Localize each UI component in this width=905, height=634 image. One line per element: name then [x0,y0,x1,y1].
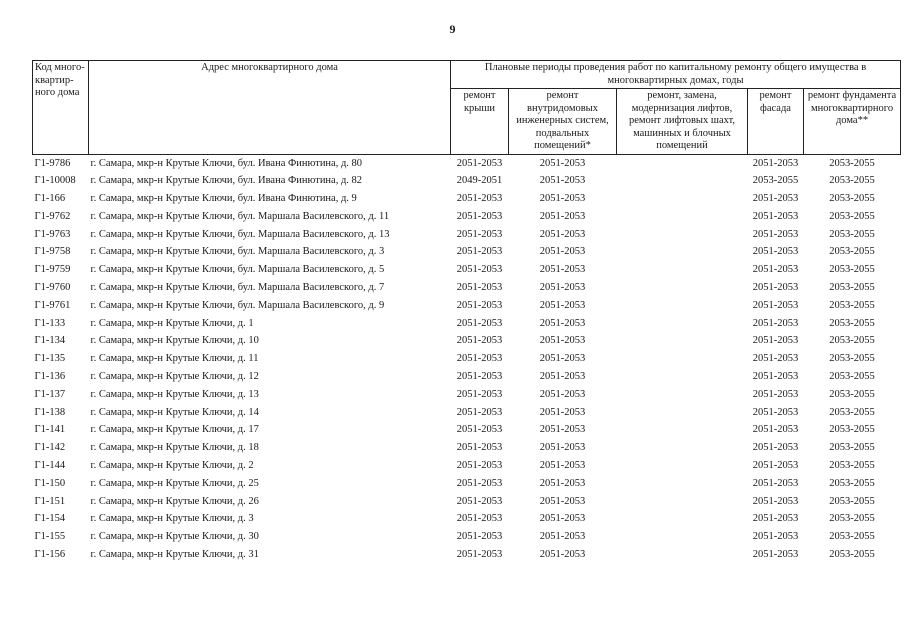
cell-internal: 2051-2053 [539,549,586,561]
cell-foundation: 2053-2055 [829,495,875,507]
cell-internal: 2051-2053 [539,353,586,365]
cell-roof: 2051-2053 [456,353,503,365]
cell-internal: 2051-2053 [539,477,586,489]
table-row [33,457,901,475]
cell-foundation: 2053-2055 [829,210,875,222]
table-row [33,243,901,261]
cell-address: г. Самара, мкр-н Крутые Ключи, бул. Ивана Финютина, д. 9 [90,193,357,205]
cell-foundation: 2053-2055 [829,299,875,311]
cell-facade: 2051-2053 [752,531,799,543]
cell-address: г. Самара, мкр-н Крутые Ключи, д. 14 [90,406,259,418]
cell-internal: 2051-2053 [539,246,586,258]
header-facade: ремонт фасада [748,89,804,155]
cell-internal: 2051-2053 [539,317,586,329]
cell-internal: 2051-2053 [539,424,586,436]
cell-lifts [617,493,748,511]
cell-lifts [617,475,748,493]
cell-facade: 2051-2053 [752,193,799,205]
cell-code: Г1-141 [34,424,66,436]
cell-internal: 2051-2053 [539,228,586,240]
table-row [33,297,901,315]
cell-roof: 2051-2053 [456,193,503,205]
cell-address: г. Самара, мкр-н Крутые Ключи, д. 18 [90,442,259,454]
cell-code: Г1-155 [34,531,66,543]
table-row [33,493,901,511]
cell-internal: 2051-2053 [539,495,586,507]
cell-facade: 2051-2053 [752,460,799,472]
table-row [33,261,901,279]
cell-code: Г1-166 [34,193,66,205]
cell-lifts [617,404,748,422]
cell-lifts [617,457,748,475]
cell-internal: 2051-2053 [539,193,586,205]
cell-code: Г1-151 [34,495,66,507]
cell-code: Г1-9762 [34,210,71,222]
cell-foundation: 2053-2055 [829,477,875,489]
cell-facade: 2051-2053 [752,424,799,436]
cell-address: г. Самара, мкр-н Крутые Ключи, бул. Маршала Василевского, д. 9 [90,299,385,311]
cell-roof: 2051-2053 [456,210,503,222]
table-row [33,226,901,244]
cell-code: Г1-9763 [34,228,71,240]
cell-internal: 2051-2053 [539,406,586,418]
cell-lifts [617,154,748,172]
cell-address: г. Самара, мкр-н Крутые Ключи, бул. Маршала Василевского, д. 13 [90,228,390,240]
cell-facade: 2051-2053 [752,388,799,400]
cell-facade: 2051-2053 [752,228,799,240]
cell-lifts [617,386,748,404]
cell-roof: 2049-2051 [456,175,503,187]
header-lifts: ремонт, замена, модернизация лифтов, ремонт лифтовых шахт, машинных и блочных помещений [617,89,748,155]
cell-code: Г1-156 [34,549,66,561]
cell-roof: 2051-2053 [456,495,503,507]
cell-facade: 2051-2053 [752,157,799,169]
cell-address: г. Самара, мкр-н Крутые Ключи, д. 26 [90,495,259,507]
cell-lifts [617,261,748,279]
cell-roof: 2051-2053 [456,157,503,169]
cell-lifts [617,190,748,208]
cell-roof: 2051-2053 [456,335,503,347]
table-row [33,332,901,350]
cell-lifts [617,528,748,546]
cell-address: г. Самара, мкр-н Крутые Ключи, д. 11 [90,353,259,365]
cell-lifts [617,208,748,226]
cell-internal: 2051-2053 [539,371,586,383]
cell-foundation: 2053-2055 [829,424,875,436]
header-address: Адрес многоквартирного дома [89,61,451,155]
cell-internal: 2051-2053 [539,210,586,222]
cell-lifts [617,172,748,190]
table-row [33,190,901,208]
cell-foundation: 2053-2055 [829,353,875,365]
table-row [33,279,901,297]
cell-code: Г1-10008 [34,175,76,187]
cell-roof: 2051-2053 [456,460,503,472]
cell-internal: 2051-2053 [539,442,586,454]
cell-lifts [617,279,748,297]
cell-code: Г1-9760 [34,282,71,294]
cell-foundation: 2053-2055 [829,388,875,400]
cell-facade: 2051-2053 [752,246,799,258]
cell-code: Г1-137 [34,388,66,400]
header-code: Код много-квартир-ного дома [33,61,89,155]
cell-roof: 2051-2053 [456,442,503,454]
cell-facade: 2051-2053 [752,406,799,418]
cell-roof: 2051-2053 [456,299,503,311]
cell-address: г. Самара, мкр-н Крутые Ключи, бул. Маршала Василевского, д. 11 [90,210,390,222]
cell-lifts [617,297,748,315]
cell-roof: 2051-2053 [456,371,503,383]
cell-address: г. Самара, мкр-н Крутые Ключи, д. 10 [90,335,259,347]
cell-address: г. Самара, мкр-н Крутые Ключи, д. 3 [90,513,254,525]
cell-facade: 2051-2053 [752,477,799,489]
cell-internal: 2051-2053 [539,264,586,276]
cell-code: Г1-150 [34,477,66,489]
cell-lifts [617,546,748,564]
header-roof: ремонт крыши [451,89,509,155]
cell-code: Г1-133 [34,317,66,329]
cell-foundation: 2053-2055 [829,549,875,561]
cell-lifts [617,368,748,386]
cell-foundation: 2053-2055 [829,406,875,418]
cell-internal: 2051-2053 [539,531,586,543]
cell-roof: 2051-2053 [456,549,503,561]
cell-lifts [617,226,748,244]
cell-code: Г1-9758 [34,246,71,258]
cell-roof: 2051-2053 [456,264,503,276]
cell-facade: 2051-2053 [752,495,799,507]
cell-address: г. Самара, мкр-н Крутые Ключи, д. 31 [90,549,259,561]
cell-facade: 2051-2053 [752,210,799,222]
cell-foundation: 2053-2055 [829,371,875,383]
cell-internal: 2051-2053 [539,460,586,472]
table-row [33,368,901,386]
cell-code: Г1-9786 [34,157,71,169]
cell-roof: 2051-2053 [456,388,503,400]
table-row [33,386,901,404]
table-row [33,404,901,422]
cell-address: г. Самара, мкр-н Крутые Ключи, бул. Ивана Финютина, д. 80 [90,157,363,169]
cell-code: Г1-134 [34,335,66,347]
table-row [33,546,901,564]
cell-code: Г1-9759 [34,264,71,276]
header-periods: Плановые периоды проведения работ по капитальному ремонту общего имущества в многоквартирных домах, годы [451,61,901,89]
cell-code: Г1-136 [34,371,66,383]
cell-address: г. Самара, мкр-н Крутые Ключи, д. 25 [90,477,259,489]
cell-roof: 2051-2053 [456,246,503,258]
cell-facade: 2051-2053 [752,353,799,365]
cell-roof: 2051-2053 [456,513,503,525]
cell-lifts [617,421,748,439]
table-body [33,154,901,564]
cell-facade: 2051-2053 [752,442,799,454]
cell-internal: 2051-2053 [539,335,586,347]
cell-address: г. Самара, мкр-н Крутые Ключи, бул. Маршала Василевского, д. 5 [90,264,385,276]
header-internal: ремонт внутридомовых инженерных систем, подвальных помещений* [509,89,617,155]
cell-foundation: 2053-2055 [829,513,875,525]
cell-code: Г1-9761 [34,299,71,311]
cell-internal: 2051-2053 [539,299,586,311]
table-row [33,510,901,528]
cell-facade: 2051-2053 [752,299,799,311]
cell-facade: 2051-2053 [752,264,799,276]
cell-roof: 2051-2053 [456,317,503,329]
table-row [33,475,901,493]
cell-address: г. Самара, мкр-н Крутые Ключи, д. 17 [90,424,259,436]
cell-facade: 2051-2053 [752,371,799,383]
cell-address: г. Самара, мкр-н Крутые Ключи, бул. Маршала Василевского, д. 3 [90,246,385,258]
cell-foundation: 2053-2055 [829,157,875,169]
cell-foundation: 2053-2055 [829,317,875,329]
cell-internal: 2051-2053 [539,282,586,294]
cell-lifts [617,332,748,350]
table-row [33,315,901,333]
cell-roof: 2051-2053 [456,406,503,418]
cell-code: Г1-138 [34,406,66,418]
cell-foundation: 2053-2055 [829,282,875,294]
cell-lifts [617,315,748,333]
table-row [33,350,901,368]
cell-code: Г1-135 [34,353,66,365]
cell-foundation: 2053-2055 [829,228,875,240]
cell-foundation: 2053-2055 [829,531,875,543]
capital-repair-table [32,60,901,564]
table-row [33,439,901,457]
page-number: 9 [449,22,456,36]
cell-code: Г1-142 [34,442,66,454]
cell-foundation: 2053-2055 [829,264,875,276]
header-foundation: ремонт фундамента многоквартирного дома** [804,89,901,155]
cell-lifts [617,439,748,457]
table-row [33,528,901,546]
table-row [33,154,901,172]
table-row [33,421,901,439]
cell-address: г. Самара, мкр-н Крутые Ключи, д. 13 [90,388,259,400]
cell-address: г. Самара, мкр-н Крутые Ключи, бул. Ивана Финютина, д. 82 [90,175,363,187]
cell-internal: 2051-2053 [539,388,586,400]
cell-foundation: 2053-2055 [829,442,875,454]
cell-internal: 2051-2053 [539,175,586,187]
cell-foundation: 2053-2055 [829,460,875,472]
cell-address: г. Самара, мкр-н Крутые Ключи, д. 30 [90,531,259,543]
cell-roof: 2051-2053 [456,424,503,436]
cell-address: г. Самара, мкр-н Крутые Ключи, бул. Маршала Василевского, д. 7 [90,282,385,294]
cell-lifts [617,243,748,261]
table-row [33,172,901,190]
cell-internal: 2051-2053 [539,513,586,525]
cell-facade: 2051-2053 [752,513,799,525]
cell-foundation: 2053-2055 [829,175,875,187]
cell-facade: 2051-2053 [752,282,799,294]
cell-facade: 2051-2053 [752,335,799,347]
cell-facade: 2051-2053 [752,549,799,561]
cell-roof: 2051-2053 [456,228,503,240]
cell-address: г. Самара, мкр-н Крутые Ключи, д. 1 [90,317,254,329]
cell-lifts [617,510,748,528]
cell-foundation: 2053-2055 [829,246,875,258]
cell-address: г. Самара, мкр-н Крутые Ключи, д. 2 [90,460,254,472]
table-row [33,208,901,226]
cell-facade: 2051-2053 [752,317,799,329]
cell-address: г. Самара, мкр-н Крутые Ключи, д. 12 [90,371,259,383]
cell-internal: 2051-2053 [539,157,586,169]
cell-facade: 2053-2055 [752,175,799,187]
cell-roof: 2051-2053 [456,477,503,489]
cell-roof: 2051-2053 [456,531,503,543]
cell-code: Г1-144 [34,460,66,472]
cell-foundation: 2053-2055 [829,335,875,347]
cell-code: Г1-154 [34,513,66,525]
cell-foundation: 2053-2055 [829,193,875,205]
cell-lifts [617,350,748,368]
cell-roof: 2051-2053 [456,282,503,294]
